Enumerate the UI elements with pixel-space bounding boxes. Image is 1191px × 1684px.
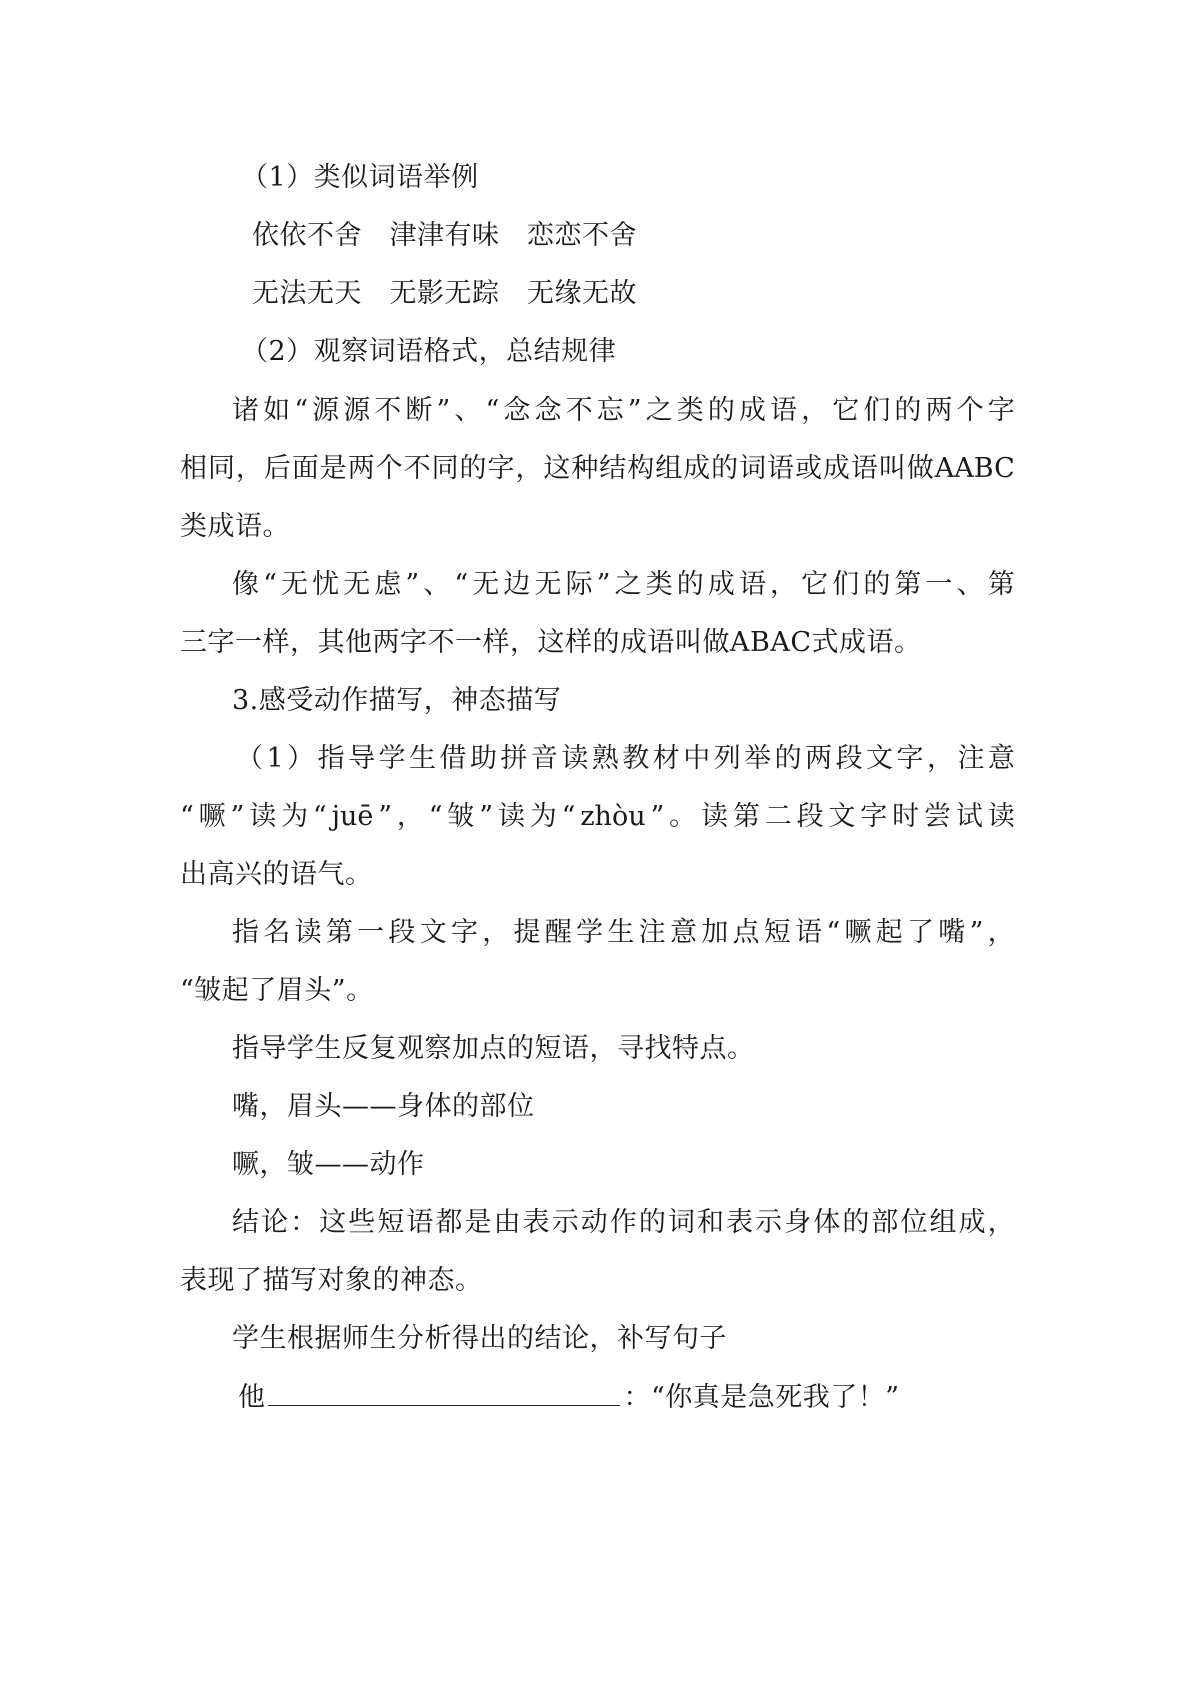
text-glyph: 醒 bbox=[544, 917, 572, 948]
text-glyph: 段 bbox=[388, 917, 416, 948]
text-glyph: 位 bbox=[900, 1207, 928, 1238]
text-glyph: 时 bbox=[892, 801, 920, 832]
text-glyph: 的 bbox=[711, 453, 739, 484]
text-glyph: 这 bbox=[543, 453, 571, 484]
text-glyph: 。 bbox=[669, 801, 697, 832]
text-glyph: 语 bbox=[767, 453, 795, 484]
text-glyph: 成 bbox=[683, 453, 711, 484]
text-glyph: 的 bbox=[894, 395, 922, 426]
text-glyph: 论 bbox=[261, 1207, 289, 1238]
text-glyph: 为 bbox=[529, 801, 557, 832]
text-glyph: 文 bbox=[419, 917, 447, 948]
text-glyph: 语 bbox=[738, 569, 766, 600]
paragraph-aabc-line-3: 类成语。 bbox=[180, 511, 290, 542]
text-glyph: 表 bbox=[522, 1207, 550, 1238]
text-glyph: 两 bbox=[347, 453, 375, 484]
text-glyph: 做 bbox=[906, 453, 934, 484]
text-glyph: 语 bbox=[850, 453, 878, 484]
text-glyph: 字 bbox=[987, 395, 1015, 426]
text-glyph: 构 bbox=[627, 453, 655, 484]
text-glyph: 作 bbox=[609, 1207, 637, 1238]
text-glyph: 字 bbox=[896, 743, 924, 774]
text-glyph: 这 bbox=[319, 1207, 347, 1238]
text-glyph: 无 bbox=[281, 569, 308, 600]
text-glyph: 读 bbox=[249, 801, 277, 832]
text-glyph: 它 bbox=[832, 395, 860, 426]
text-glyph: 助 bbox=[469, 743, 497, 774]
text-glyph: 的 bbox=[842, 1207, 870, 1238]
text-glyph: 第 bbox=[894, 569, 922, 600]
text-glyph: 文 bbox=[828, 801, 856, 832]
text-glyph: 文 bbox=[866, 743, 894, 774]
text-glyph: 成 bbox=[958, 1207, 986, 1238]
text-glyph: 材 bbox=[652, 743, 680, 774]
text-glyph: “ bbox=[180, 801, 194, 832]
text-glyph: 不 bbox=[374, 395, 402, 426]
text-glyph: 示 bbox=[551, 1207, 579, 1238]
text-glyph: 动 bbox=[580, 1207, 608, 1238]
text-glyph: 读 bbox=[497, 801, 525, 832]
paragraph-aabc-line-2 bbox=[180, 451, 1015, 487]
text-glyph: ， bbox=[515, 453, 543, 484]
text-glyph: 部 bbox=[871, 1207, 899, 1238]
text-glyph: 都 bbox=[435, 1207, 463, 1238]
text-glyph: 噘 bbox=[844, 917, 872, 948]
text-glyph: 字 bbox=[860, 801, 888, 832]
text-glyph: ” bbox=[650, 801, 665, 832]
text-glyph: 尝 bbox=[924, 801, 951, 832]
text-glyph: 表 bbox=[726, 1207, 754, 1238]
text-glyph: 注 bbox=[957, 743, 985, 774]
text-glyph: 指 bbox=[317, 743, 345, 774]
text-glyph: 嘴 bbox=[938, 917, 966, 948]
text-glyph: 类 bbox=[645, 569, 673, 600]
text-glyph: 成 bbox=[707, 569, 735, 600]
text-glyph: 第 bbox=[987, 569, 1015, 600]
text-glyph: 同 bbox=[207, 453, 235, 484]
text-glyph: 的 bbox=[774, 743, 802, 774]
text-glyph: 无 bbox=[472, 569, 500, 600]
text-glyph: ” bbox=[405, 569, 420, 600]
paragraph-reading-line-3: 出高兴的语气。 bbox=[180, 859, 373, 890]
text-glyph: 些 bbox=[348, 1207, 376, 1238]
text-glyph: 的 bbox=[707, 395, 735, 426]
text-glyph: 是 bbox=[464, 1207, 492, 1238]
text-glyph: zhòu bbox=[580, 801, 646, 832]
analysis-actions: 噘，皱——动作 bbox=[232, 1149, 425, 1180]
text-glyph: 、 bbox=[423, 569, 451, 600]
text-glyph: juē bbox=[331, 801, 374, 832]
text-glyph: 语 bbox=[406, 1207, 434, 1238]
paragraph-aabc-line-1 bbox=[232, 393, 1015, 429]
text-glyph: “ bbox=[826, 917, 841, 948]
text-glyph: AABC bbox=[934, 453, 1015, 484]
text-glyph: 生 bbox=[409, 743, 436, 774]
text-glyph: 学 bbox=[576, 917, 604, 948]
text-glyph: 指 bbox=[232, 917, 259, 948]
text-glyph: ， bbox=[770, 569, 798, 600]
text-glyph: 词 bbox=[739, 453, 767, 484]
text-glyph: 如 bbox=[263, 395, 291, 426]
paragraph-abac-line-2: 三字一样，其他两字不一样，这样的成语叫做ABAC式成语。 bbox=[180, 627, 922, 658]
text-glyph: 语 bbox=[795, 917, 823, 948]
text-glyph: 和 bbox=[697, 1207, 724, 1238]
text-glyph: 面 bbox=[291, 453, 319, 484]
text-glyph: 加 bbox=[701, 917, 729, 948]
text-glyph: 无 bbox=[343, 569, 371, 600]
text-glyph: 像 bbox=[232, 569, 259, 600]
text-glyph: 源 bbox=[343, 395, 371, 426]
text-glyph: 借 bbox=[439, 743, 467, 774]
paragraph-named-reading-line-2: “皱起了眉头”。 bbox=[180, 975, 374, 1006]
text-glyph: 一 bbox=[925, 569, 953, 600]
text-glyph: “ bbox=[312, 801, 327, 832]
text-glyph: 中 bbox=[683, 743, 711, 774]
text-glyph: 们 bbox=[863, 395, 891, 426]
text-glyph: 结 bbox=[232, 1207, 259, 1238]
text-glyph: “ bbox=[454, 569, 469, 600]
text-glyph: 不 bbox=[565, 395, 593, 426]
text-glyph: 成 bbox=[738, 395, 766, 426]
text-glyph: 、 bbox=[454, 395, 482, 426]
paragraph-abac-line-1 bbox=[232, 567, 1015, 603]
text-glyph: “ bbox=[263, 569, 277, 600]
text-glyph: 试 bbox=[955, 801, 983, 832]
text-glyph: 后 bbox=[263, 453, 291, 484]
text-glyph: 示 bbox=[755, 1207, 783, 1238]
fill-in-sentence bbox=[238, 1379, 900, 1416]
text-glyph: 个 bbox=[956, 395, 984, 426]
text-glyph: 段 bbox=[796, 801, 824, 832]
text-glyph: 不 bbox=[403, 453, 431, 484]
text-glyph: 读 bbox=[294, 917, 322, 948]
text-glyph: 短 bbox=[377, 1207, 405, 1238]
text-glyph: 念 bbox=[534, 395, 562, 426]
text-glyph: 读 bbox=[700, 801, 728, 832]
list-item-heading-1: （1）类似词语举例 bbox=[241, 162, 479, 193]
text-glyph: ， bbox=[987, 917, 1015, 948]
text-glyph: 生 bbox=[607, 917, 635, 948]
text-glyph: 皱 bbox=[447, 801, 475, 832]
text-glyph: 类 bbox=[676, 395, 704, 426]
text-glyph: ， bbox=[396, 801, 424, 832]
text-glyph: 举 bbox=[744, 743, 772, 774]
text-glyph: “ bbox=[428, 801, 443, 832]
text-glyph: 意 bbox=[987, 743, 1015, 774]
text-glyph: 忧 bbox=[312, 569, 340, 600]
text-glyph: ： bbox=[290, 1207, 318, 1238]
idiom-example-row-2: 无法无天 无影无踪 无缘无故 bbox=[252, 278, 637, 309]
analysis-body-parts: 嘴，眉头——身体的部位 bbox=[232, 1091, 535, 1122]
text-glyph: 拼 bbox=[500, 743, 528, 774]
text-glyph: 成 bbox=[822, 453, 850, 484]
text-glyph: 语 bbox=[770, 395, 798, 426]
text-glyph: （ bbox=[236, 743, 263, 774]
text-glyph: 音 bbox=[530, 743, 558, 774]
text-glyph: 之 bbox=[614, 569, 642, 600]
conclusion-line-1 bbox=[232, 1205, 1015, 1241]
text-glyph: 注 bbox=[638, 917, 666, 948]
text-glyph: 相 bbox=[180, 453, 207, 484]
text-glyph: ” bbox=[596, 569, 611, 600]
text-glyph: ， bbox=[235, 453, 263, 484]
text-glyph: 由 bbox=[493, 1207, 521, 1238]
text-glyph: 字 bbox=[487, 453, 515, 484]
text-glyph: 结 bbox=[599, 453, 627, 484]
text-glyph: 源 bbox=[312, 395, 340, 426]
text-glyph: 两 bbox=[805, 743, 833, 774]
text-glyph: 第 bbox=[325, 917, 353, 948]
text-glyph: 组 bbox=[929, 1207, 957, 1238]
text-glyph: 或 bbox=[794, 453, 822, 484]
text-glyph: 一 bbox=[357, 917, 385, 948]
text-glyph: 了 bbox=[907, 917, 934, 948]
text-glyph: 教 bbox=[622, 743, 650, 774]
text-glyph: ， bbox=[801, 395, 829, 426]
exercise-instruction: 学生根据师生分析得出的结论，补写句子 bbox=[232, 1323, 727, 1354]
text-glyph: 学 bbox=[378, 743, 406, 774]
list-item-heading-2: （2）观察词语格式，总结规律 bbox=[241, 336, 617, 367]
text-glyph: 名 bbox=[263, 917, 291, 948]
text-glyph: 段 bbox=[835, 743, 863, 774]
text-glyph: 读 bbox=[987, 801, 1015, 832]
text-glyph: 导 bbox=[348, 743, 376, 774]
text-glyph: “ bbox=[485, 395, 500, 426]
text-glyph: 的 bbox=[638, 1207, 666, 1238]
text-glyph: 意 bbox=[669, 917, 697, 948]
text-glyph: 之 bbox=[645, 395, 673, 426]
conclusion-line-2: 表现了描写对象的神态。 bbox=[180, 1265, 483, 1296]
text-glyph: 身 bbox=[784, 1207, 812, 1238]
text-glyph: 个 bbox=[375, 453, 403, 484]
section-heading-3: 3.感受动作描写，神态描写 bbox=[232, 685, 562, 716]
text-glyph: 边 bbox=[503, 569, 531, 600]
text-glyph: 二 bbox=[764, 801, 792, 832]
text-glyph: ” bbox=[479, 801, 494, 832]
idiom-example-row-1: 依依不舍 津津有味 恋恋不舍 bbox=[252, 220, 637, 251]
text-glyph: 提 bbox=[513, 917, 541, 948]
paragraph-observe: 指导学生反复观察加点的短语，寻找特点。 bbox=[232, 1033, 755, 1064]
text-glyph: 点 bbox=[732, 917, 760, 948]
text-glyph: 诸 bbox=[232, 395, 259, 426]
text-glyph: 无 bbox=[534, 569, 562, 600]
text-glyph: ， bbox=[482, 917, 510, 948]
text-glyph: 种 bbox=[571, 453, 599, 484]
text-glyph: 起 bbox=[875, 917, 903, 948]
text-glyph: ， bbox=[926, 743, 954, 774]
text-glyph: 列 bbox=[713, 743, 741, 774]
text-glyph: “ bbox=[294, 395, 308, 426]
text-glyph: ） bbox=[287, 743, 315, 774]
text-glyph: ” bbox=[230, 801, 245, 832]
text-glyph: 际 bbox=[565, 569, 593, 600]
text-glyph: 忘 bbox=[596, 395, 624, 426]
paragraph-named-reading-line-1 bbox=[232, 915, 1015, 951]
text-glyph: 1 bbox=[266, 743, 284, 774]
text-glyph: 、 bbox=[956, 569, 984, 600]
paragraph-reading-line-2 bbox=[180, 799, 1015, 835]
text-glyph: 的 bbox=[459, 453, 487, 484]
text-glyph: 词 bbox=[667, 1207, 695, 1238]
text-glyph: 是 bbox=[319, 453, 347, 484]
fill-in-blank[interactable] bbox=[268, 1379, 620, 1406]
text-glyph: ” bbox=[436, 395, 451, 426]
text-glyph: 熟 bbox=[591, 743, 619, 774]
text-glyph: 体 bbox=[813, 1207, 841, 1238]
text-glyph: 同 bbox=[431, 453, 459, 484]
text-glyph: ” bbox=[969, 917, 984, 948]
fill-in-sentence-suffix: ：“你真是急死我了！” bbox=[623, 1382, 900, 1413]
text-glyph: “ bbox=[561, 801, 576, 832]
text-glyph: ” bbox=[378, 801, 393, 832]
text-glyph: 它 bbox=[801, 569, 829, 600]
text-glyph: 组 bbox=[655, 453, 683, 484]
text-glyph: 们 bbox=[832, 569, 860, 600]
fill-in-sentence-prefix: 他 bbox=[238, 1382, 266, 1413]
text-glyph: 为 bbox=[281, 801, 309, 832]
text-glyph: 的 bbox=[676, 569, 704, 600]
text-glyph: 叫 bbox=[878, 453, 906, 484]
text-glyph: 第 bbox=[732, 801, 760, 832]
text-glyph: 读 bbox=[561, 743, 589, 774]
text-glyph: ， bbox=[987, 1207, 1015, 1238]
text-glyph: 字 bbox=[450, 917, 478, 948]
text-glyph: 噘 bbox=[198, 801, 226, 832]
text-glyph: 虑 bbox=[374, 569, 402, 600]
text-glyph: 短 bbox=[763, 917, 791, 948]
paragraph-reading-line-1 bbox=[236, 741, 1015, 777]
text-glyph: 断 bbox=[405, 395, 433, 426]
text-glyph: 念 bbox=[503, 395, 531, 426]
text-glyph: ” bbox=[627, 395, 642, 426]
text-glyph: 两 bbox=[925, 395, 953, 426]
text-glyph: 的 bbox=[863, 569, 891, 600]
